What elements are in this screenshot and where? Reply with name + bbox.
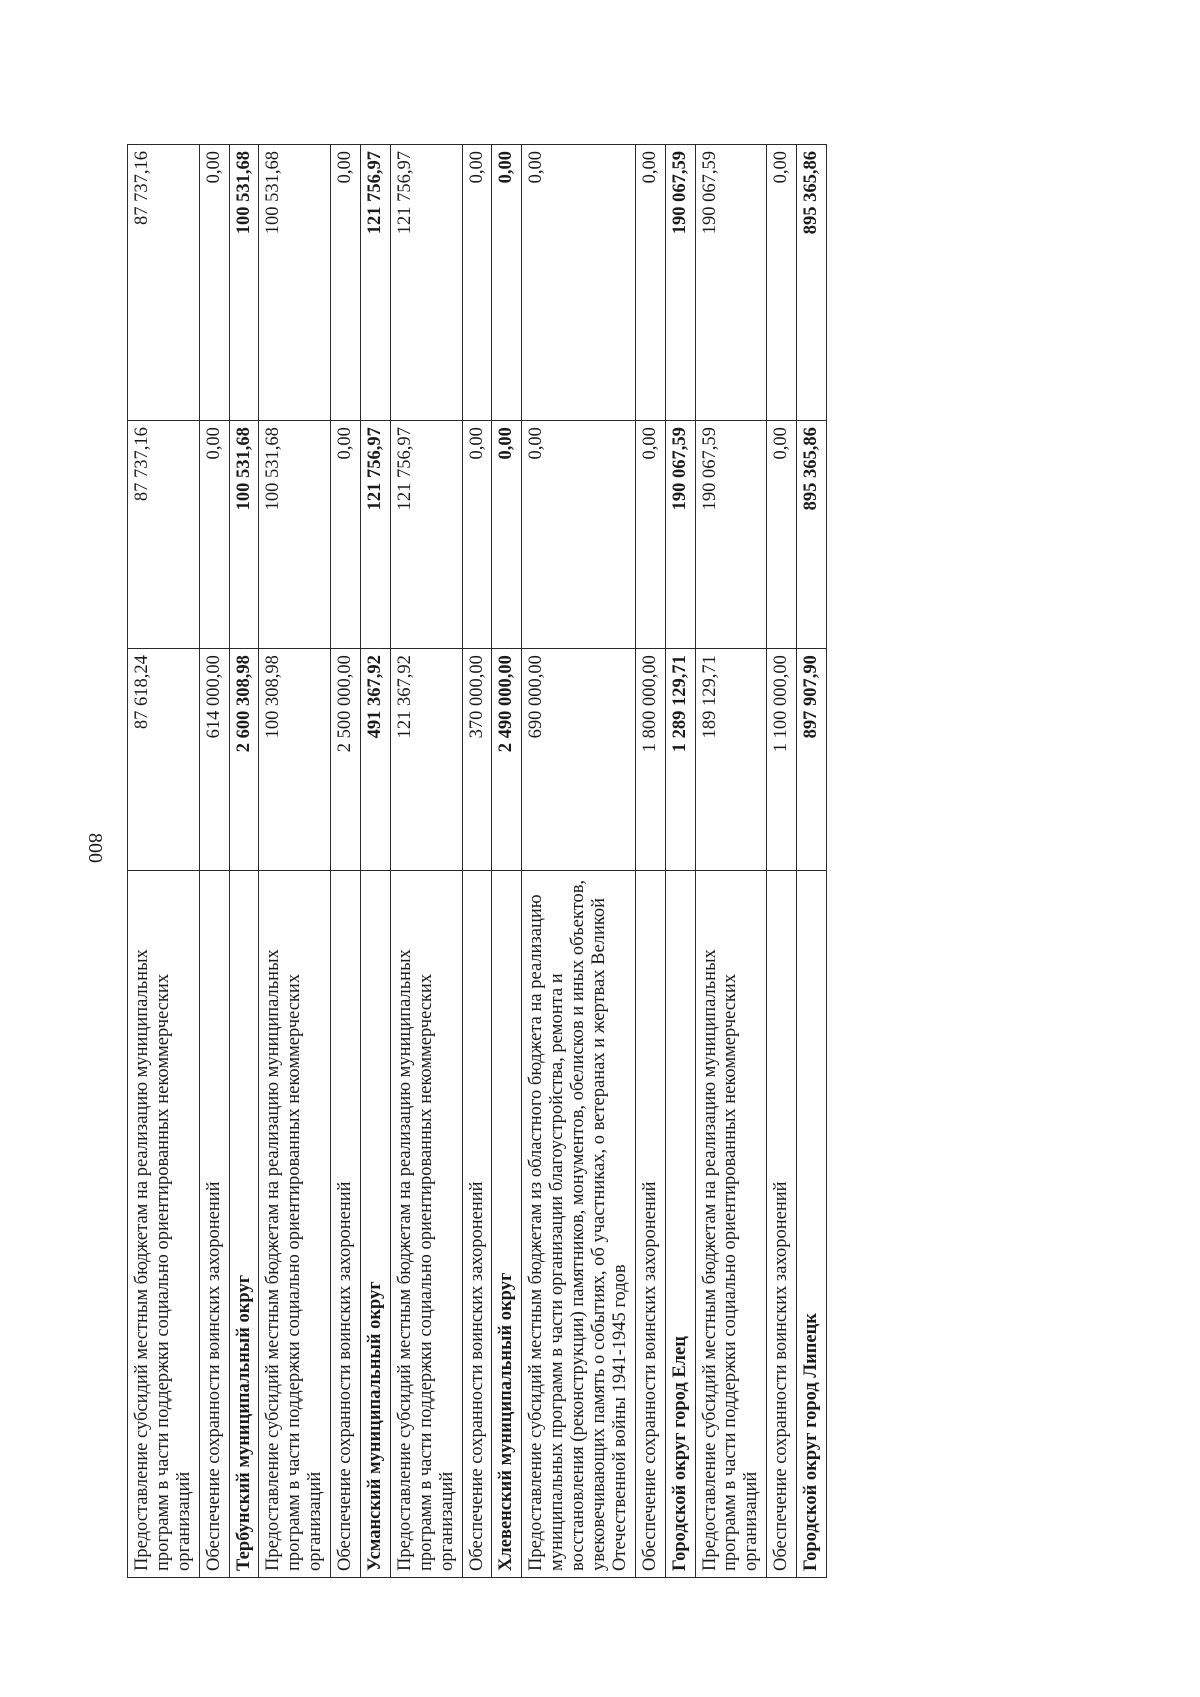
table-row [199, 145, 229, 1578]
row-name-cell: Городской округ город Липецк [797, 871, 827, 1578]
row-value-2-cell: 0,00 [492, 421, 522, 649]
row-value-3-cell: 121 756,97 [361, 145, 391, 421]
row-value-2-cell: 0,00 [462, 421, 492, 649]
page-number: 800 [84, 833, 106, 863]
row-name-cell: Предоставление субсидий местным бюджетам на реализацию муниципальных программ в части поддержки социально ориентированных некоммерческих организаций [695, 871, 767, 1578]
budget-table [127, 144, 827, 1578]
row-value-2-cell: 100 531,68 [259, 421, 331, 649]
table-row-district-total [229, 145, 259, 1578]
row-value-1-cell: 87 618,24 [128, 649, 200, 871]
row-name-cell: Обеспечение сохранности воинских захоронений [635, 871, 665, 1578]
row-value-3-cell: 0,00 [767, 145, 797, 421]
row-value-3-cell: 100 531,68 [229, 145, 259, 421]
table-row [390, 145, 462, 1578]
row-value-1-cell: 690 000,00 [522, 649, 635, 871]
row-value-1-cell: 2 490 000,00 [492, 649, 522, 871]
budget-table-body [128, 145, 827, 1578]
row-value-3-cell: 121 756,97 [390, 145, 462, 421]
row-value-3-cell: 0,00 [331, 145, 361, 421]
row-value-3-cell: 0,00 [522, 145, 635, 421]
row-value-1-cell: 1 800 000,00 [635, 649, 665, 871]
row-name-cell: Предоставление субсидий местным бюджетам на реализацию муниципальных программ в части поддержки социально ориентированных некоммерческих организаций [128, 871, 200, 1578]
row-value-2-cell: 121 756,97 [361, 421, 391, 649]
table-row-district-total [665, 145, 695, 1578]
row-value-3-cell: 0,00 [462, 145, 492, 421]
row-value-2-cell: 0,00 [635, 421, 665, 649]
row-value-1-cell: 370 000,00 [462, 649, 492, 871]
row-name-cell: Предоставление субсидий местным бюджетам из областного бюджета на реализацию муниципальных программ в части организации благоустройства, ремонта и восстановления (реконструкции) памятников, монументов, обелисков и иных объектов, увековечивающих память о событиях, об участниках, о ветеранах и жертвах Великой Отечественной войны 1941-1945 годов [522, 871, 635, 1578]
row-name-cell: Городской округ город Елец [665, 871, 695, 1578]
row-value-3-cell: 190 067,59 [695, 145, 767, 421]
table-row [635, 145, 665, 1578]
table-row [767, 145, 797, 1578]
row-name-cell: Предоставление субсидий местным бюджетам на реализацию муниципальных программ в части поддержки социально ориентированных некоммерческих организаций [390, 871, 462, 1578]
table-row [128, 145, 200, 1578]
row-value-1-cell: 2 600 308,98 [229, 649, 259, 871]
row-name-cell: Тербунский муниципальный округ [229, 871, 259, 1578]
row-value-2-cell: 0,00 [522, 421, 635, 649]
row-value-2-cell: 190 067,59 [665, 421, 695, 649]
row-value-1-cell: 2 500 000,00 [331, 649, 361, 871]
table-row-district-total [797, 145, 827, 1578]
row-name-cell: Обеспечение сохранности воинских захоронений [331, 871, 361, 1578]
table-row [462, 145, 492, 1578]
table-row [522, 145, 635, 1578]
row-value-1-cell: 491 367,92 [361, 649, 391, 871]
row-name-cell: Хлевенский муниципальный округ [492, 871, 522, 1578]
row-name-cell: Обеспечение сохранности воинских захоронений [199, 871, 229, 1578]
budget-table-container [127, 144, 827, 1578]
row-value-3-cell: 190 067,59 [665, 145, 695, 421]
row-value-3-cell: 87 737,16 [128, 145, 200, 421]
row-value-3-cell: 0,00 [635, 145, 665, 421]
row-value-2-cell: 87 737,16 [128, 421, 200, 649]
row-value-1-cell: 189 129,71 [695, 649, 767, 871]
row-value-3-cell: 0,00 [492, 145, 522, 421]
table-row [695, 145, 767, 1578]
row-value-1-cell: 1 289 129,71 [665, 649, 695, 871]
table-row-district-total [492, 145, 522, 1578]
row-value-2-cell: 0,00 [331, 421, 361, 649]
row-value-1-cell: 1 100 000,00 [767, 649, 797, 871]
table-row-district-total [361, 145, 391, 1578]
row-name-cell: Предоставление субсидий местным бюджетам на реализацию муниципальных программ в части поддержки социально ориентированных некоммерческих организаций [259, 871, 331, 1578]
row-name-cell: Обеспечение сохранности воинских захоронений [462, 871, 492, 1578]
row-value-3-cell: 0,00 [199, 145, 229, 421]
row-name-cell: Обеспечение сохранности воинских захоронений [767, 871, 797, 1578]
row-value-3-cell: 100 531,68 [259, 145, 331, 421]
row-value-2-cell: 0,00 [767, 421, 797, 649]
row-name-cell: Усманский муниципальный округ [361, 871, 391, 1578]
row-value-3-cell: 895 365,86 [797, 145, 827, 421]
row-value-2-cell: 895 365,86 [797, 421, 827, 649]
row-value-2-cell: 190 067,59 [695, 421, 767, 649]
row-value-2-cell: 100 531,68 [229, 421, 259, 649]
row-value-1-cell: 614 000,00 [199, 649, 229, 871]
row-value-1-cell: 121 367,92 [390, 649, 462, 871]
row-value-2-cell: 121 756,97 [390, 421, 462, 649]
table-row [259, 145, 331, 1578]
table-row [331, 145, 361, 1578]
row-value-1-cell: 100 308,98 [259, 649, 331, 871]
row-value-1-cell: 897 907,90 [797, 649, 827, 871]
row-value-2-cell: 0,00 [199, 421, 229, 649]
